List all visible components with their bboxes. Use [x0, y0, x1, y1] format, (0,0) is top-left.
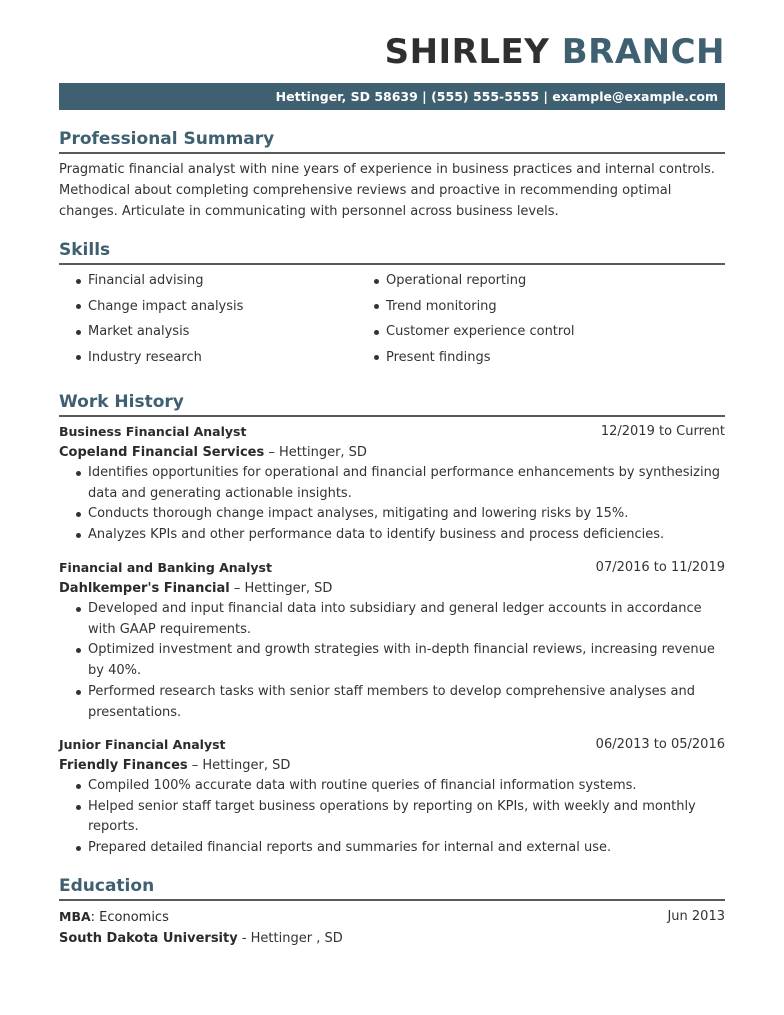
job-title: Business Financial Analyst	[59, 424, 247, 439]
degree: MBA	[59, 909, 91, 924]
skill-item: Customer experience control	[369, 321, 725, 343]
list-item: Developed and input financial data into subsidiary and general ledger accounts in accordance with GAAP requirements.	[59, 599, 725, 640]
job-title: Junior Financial Analyst	[59, 737, 226, 752]
job-bullets	[59, 599, 725, 723]
job-bullets	[59, 463, 725, 546]
list-item: Helped senior staff target business operations by reporting on KPIs, with weekly and monthly reports.	[59, 797, 725, 838]
work-history-heading: Work History	[59, 391, 725, 417]
skills-list	[59, 270, 725, 368]
candidate-name	[385, 30, 725, 74]
education-heading: Education	[59, 875, 725, 901]
list-item: Identifies opportunities for operational and financial performance enhancements by synthesizing data and generating actionable insights.	[59, 463, 725, 504]
school-name: South Dakota University	[59, 930, 238, 946]
summary-heading: Professional Summary	[59, 128, 725, 154]
skill-item: Present findings	[369, 347, 725, 369]
company-location: – Hettinger, SD	[229, 580, 333, 596]
company-name: Copeland Financial Services	[59, 444, 265, 460]
education-entry	[59, 907, 725, 949]
list-item: Analyzes KPIs and other performance data to identify business and process deficiencies.	[59, 525, 725, 546]
skill-item: Market analysis	[59, 321, 369, 343]
list-item: Performed research tasks with senior staff members to develop comprehensive analyses and presentations.	[59, 682, 725, 723]
company-location: – Hettinger, SD	[264, 444, 367, 460]
skill-item: Financial advising	[59, 270, 369, 292]
education-date: Jun 2013	[667, 909, 725, 924]
company-line	[59, 443, 725, 464]
job-entry	[59, 558, 725, 723]
skills-heading: Skills	[59, 239, 725, 265]
skill-item: Change impact analysis	[59, 296, 369, 318]
first-name: SHIRLEY	[384, 32, 550, 72]
job-date: 12/2019 to Current	[600, 424, 725, 439]
company-location: – Hettinger, SD	[187, 757, 291, 773]
degree-field: : Economics	[90, 910, 169, 925]
school-line	[59, 929, 725, 950]
list-item: Compiled 100% accurate data with routine queries of financial information systems.	[59, 776, 725, 797]
job-entry	[59, 422, 725, 546]
job-entry	[59, 735, 725, 859]
contact-bar: Hettinger, SD 58639 | (555) 555-5555 | example@example.com	[59, 83, 725, 110]
list-item: Prepared detailed financial reports and summaries for internal and external use.	[59, 838, 725, 859]
company-line	[59, 579, 725, 600]
last-name: BRANCH	[561, 32, 725, 72]
skill-item: Industry research	[59, 347, 369, 369]
school-location: - Hettinger , SD	[237, 930, 343, 946]
summary-text: Pragmatic financial analyst with nine years of experience in business practices and internal controls. Methodical about completing comprehensive reviews and proactive in recommending optimal changes. Articulate in communicating with personnel across business levels.	[59, 162, 715, 219]
company-name: Friendly Finances	[59, 757, 188, 773]
job-bullets	[59, 776, 725, 859]
degree-line	[59, 907, 169, 929]
skill-item: Operational reporting	[369, 270, 725, 292]
job-date: 06/2013 to 05/2016	[595, 737, 725, 752]
skill-item: Trend monitoring	[369, 296, 725, 318]
job-date: 07/2016 to 11/2019	[595, 560, 725, 575]
company-name: Dahlkemper's Financial	[59, 580, 230, 596]
list-item: Conducts thorough change impact analyses, mitigating and lowering risks by 15%.	[59, 504, 725, 525]
job-title: Financial and Banking Analyst	[59, 560, 272, 575]
company-line	[59, 756, 725, 777]
list-item: Optimized investment and growth strategies with in-depth financial reviews, increasing revenue by 40%.	[59, 640, 725, 681]
